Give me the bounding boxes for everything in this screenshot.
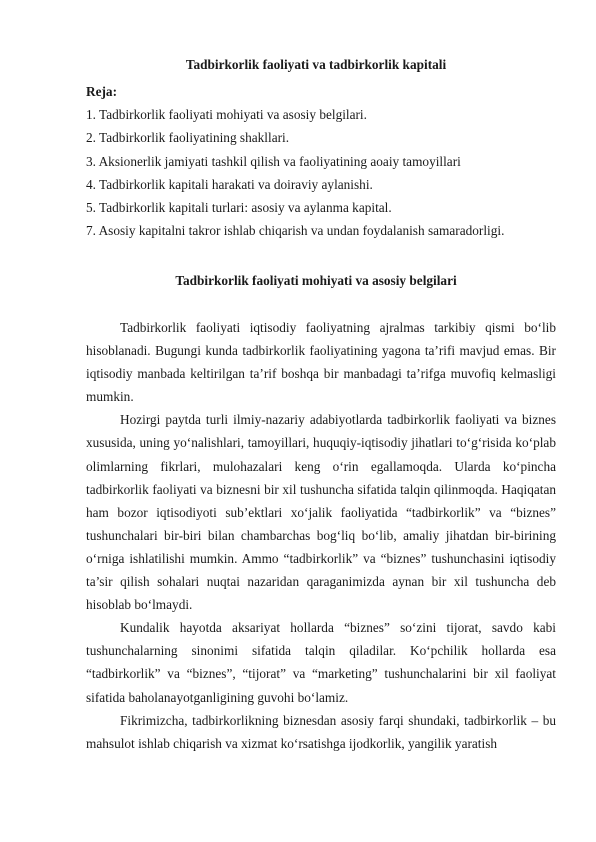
- plan-item: 5. Tadbirkorlik kapitali turlari: asosiy va aylanma kapital.: [86, 200, 392, 216]
- plan-heading: Reja:: [86, 84, 118, 99]
- paragraph: Tadbirkorlik faoliyati iqtisodiy faoliyatning ajralmas tarkibiy qismi bo‘lib hisoblanadi. Bugungi kunda tadbirkorlik faoliyatining yagona ta’rifi mavjud emas. Bir iqtisodiy manbada keltirilgan ta’rif boshqa bir manbadagi ta’rifga muvofiq kelmasligi mumkin.: [86, 320, 556, 405]
- section-title: Tadbirkorlik faoliyati mohiyati va asosiy belgilari: [175, 273, 457, 288]
- paragraph: Kundalik hayotda aksariyat hollarda “biznes” so‘zini tijorat, savdo kabi tushunchalarning sinonimi sifatida talqin qiladilar. Ko‘pchilik hollarda esa “tadbirkorlik” va “biznes”, “tijorat” va “marketing” tushunchalarini bir xil faoliyat sifatida baholanayotganligining guvohi bo‘lamiz.: [86, 620, 556, 705]
- plan-item: 7. Asosiy kapitalni takror ishlab chiqarish va undan foydalanish samaradorligi.: [86, 223, 505, 239]
- body-text: [86, 316, 556, 755]
- plan-item: 1. Tadbirkorlik faoliyati mohiyati va asosiy belgilari.: [86, 107, 367, 123]
- plan-item: 2. Tadbirkorlik faoliyatining shakllari.: [86, 130, 290, 146]
- plan-item: 3. Aksionerlik jamiyati tashkil qilish va faoliyatining aoaiy tamoyillari: [86, 153, 461, 169]
- paragraph: Fikrimizcha, tadbirkorlikning biznesdan asosiy farqi shundaki, tadbirkorlik – bu mahsulot ishlab chiqarish va xizmat ko‘rsatishga ijodkorlik, yangilik yaratish: [86, 712, 556, 751]
- paragraph: Hozirgi paytda turli ilmiy-nazariy adabiyotlarda tadbirkorlik faoliyati va biznes xususida, uning yo‘nalishlari, tamoyillari, huquqiy-iqtisodiy jihatlari to‘g‘risida ko‘plab olimlarning fikrlari, mulohazalari keng o‘rin egallamoqda. Ularda ko‘pincha tadbirkorlik faoliyati va biznesni bir xil tushuncha sifatida talqin qilinmoqda. Haqiqatan ham bozor iqtisodiyoti sub’ektlari xo‘jalik faoliyatida “tadbirkorlik” va “biznes” tushunchalari bir-biri bilan chambarchas bog‘liq bo‘lib, amaliy jihatdan bir-birining o‘rniga ishlatilishi mumkin. Ammo “tadbirkorlik” va “biznes” tushunchasini iqtisodiy ta’sir qilish sohalari nuqtai nazaridan qaraganimizda aynan bir xil tushuncha deb hisoblab bo‘lmaydi.: [86, 412, 556, 613]
- plan-item: 4. Tadbirkorlik kapitali harakati va doiraviy aylanishi.: [86, 176, 373, 192]
- document-title: Tadbirkorlik faoliyati va tadbirkorlik kapitali: [185, 57, 447, 72]
- plan-section: [86, 80, 556, 242]
